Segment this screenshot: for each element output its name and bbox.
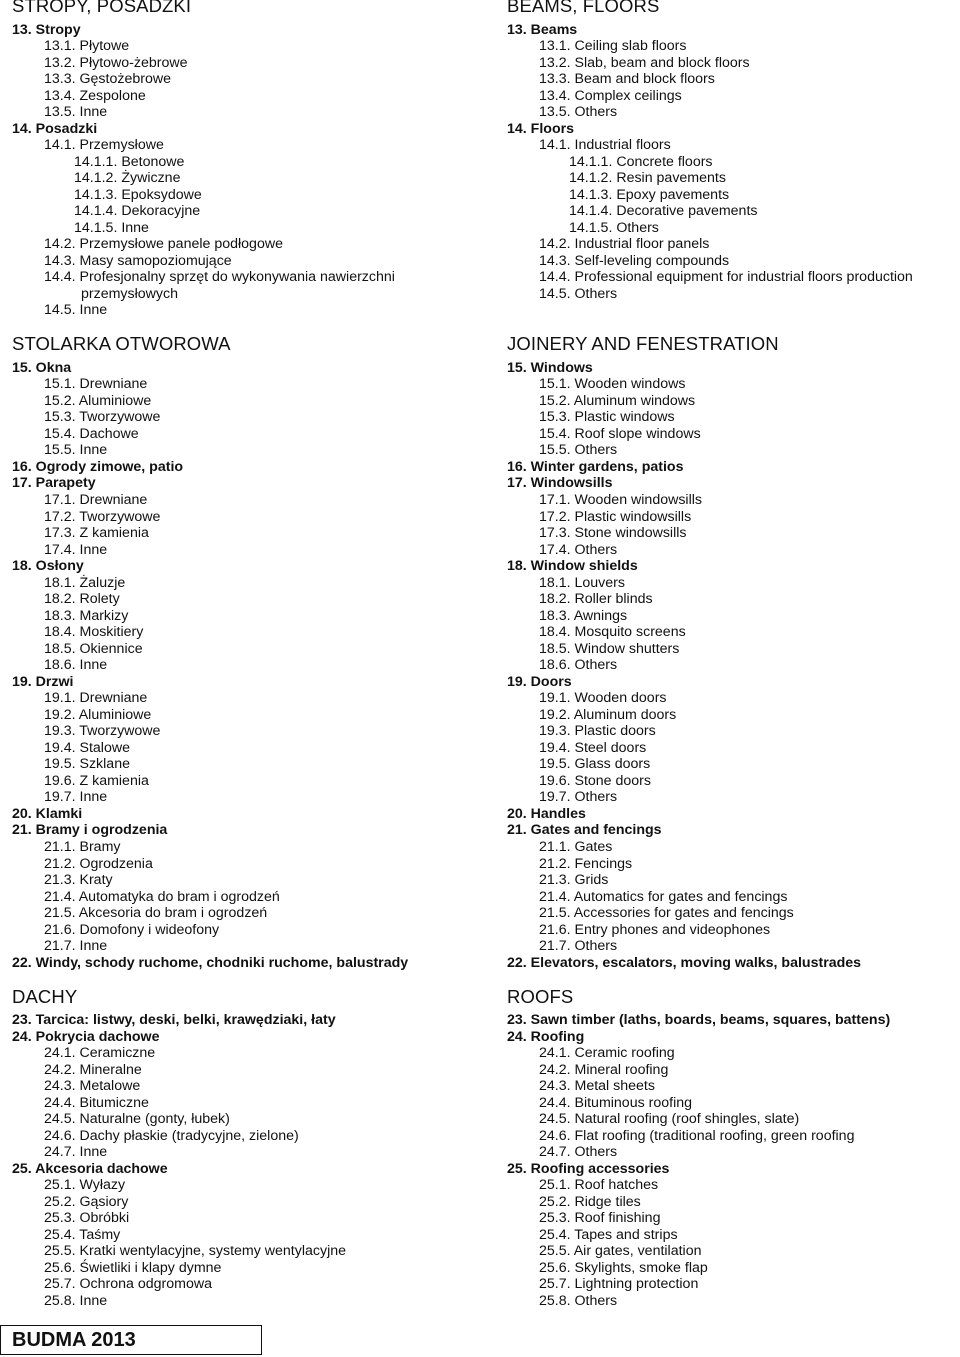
en-section-heading: ROOFS — [507, 986, 574, 1007]
pl-subcategory-item: 25.6. Świetliki i klapy dymne — [44, 1260, 222, 1276]
en-subcategory-item: 21.2. Fencings — [539, 856, 633, 872]
en-subcategory-item: 24.4. Bituminous roofing — [539, 1095, 693, 1111]
pl-subcategory-item: 18.1. Żaluzje — [44, 575, 126, 591]
pl-category-item: 16. Ogrody zimowe, patio — [12, 459, 184, 475]
pl-subcategory-item: 14.4. Profesjonalny sprzęt do wykonywania nawierzchni — [44, 269, 395, 285]
pl-subcategory-item: 14.1. Przemysłowe — [44, 137, 164, 153]
pl-subcategory-item: 13.2. Płytowo-żebrowe — [44, 55, 188, 71]
pl-category-item: 23. Tarcica: listwy, deski, belki, krawędziaki, łaty — [12, 1012, 336, 1028]
en-subcategory-item: 21.5. Accessories for gates and fencings — [539, 905, 794, 921]
en-subcategory-item: 25.7. Lightning protection — [539, 1276, 699, 1292]
pl-subcategory-item: 24.3. Metalowe — [44, 1078, 141, 1094]
en-subcategory-item: 19.3. Plastic doors — [539, 723, 656, 739]
pl-subcategory-item: 19.7. Inne — [44, 789, 108, 805]
pl-category-item: 19. Drzwi — [12, 674, 74, 690]
en-subcategory-item: 14.1. Industrial floors — [539, 137, 671, 153]
en-subcategory-item: 18.2. Roller blinds — [539, 591, 653, 607]
en-subcategory-item: 25.5. Air gates, ventilation — [539, 1243, 702, 1259]
en-subcategory-item: 19.6. Stone doors — [539, 773, 652, 789]
pl-subcategory-item: 19.1. Drewniane — [44, 690, 148, 706]
pl-subcategory-item: 18.3. Markizy — [44, 608, 129, 624]
pl-subcategory-item: 17.3. Z kamienia — [44, 525, 149, 541]
pl-subcategory-item: 19.6. Z kamienia — [44, 773, 149, 789]
pl-section-heading: STOLARKA OTWOROWA — [12, 333, 231, 354]
en-subcategory-item: 14.1.2. Resin pavements — [569, 170, 726, 186]
en-subcategory-item: 13.1. Ceiling slab floors — [539, 38, 687, 54]
en-subcategory-item: 15.3. Plastic windows — [539, 409, 675, 425]
pl-subcategory-item: 14.1.5. Inne — [74, 220, 149, 236]
en-subcategory-item: 14.1.5. Others — [569, 220, 659, 236]
en-subcategory-item: 18.6. Others — [539, 657, 618, 673]
en-category-item: 16. Winter gardens, patios — [507, 459, 684, 475]
pl-subcategory-item: 24.4. Bitumiczne — [44, 1095, 149, 1111]
en-subcategory-item: 19.7. Others — [539, 789, 618, 805]
en-subcategory-item: 19.4. Steel doors — [539, 740, 647, 756]
en-category-item: 13. Beams — [507, 22, 578, 38]
pl-subcategory-item: 19.2. Aluminiowe — [44, 707, 152, 723]
pl-subcategory-item: 25.4. Taśmy — [44, 1227, 121, 1243]
pl-category-item: 24. Pokrycia dachowe — [12, 1029, 160, 1045]
en-category-item: 17. Windowsills — [507, 475, 613, 491]
pl-section-heading: DACHY — [12, 986, 78, 1007]
pl-subcategory-item: 17.2. Tworzywowe — [44, 509, 161, 525]
en-category-item: 24. Roofing — [507, 1029, 585, 1045]
pl-subcategory-item: 14.1.2. Żywiczne — [74, 170, 181, 186]
pl-category-item: 15. Okna — [12, 360, 72, 376]
pl-subcategory-item: 14.1.1. Betonowe — [74, 154, 185, 170]
pl-subcategory-item: 25.2. Gąsiory — [44, 1194, 129, 1210]
en-category-item: 25. Roofing accessories — [507, 1161, 670, 1177]
en-subcategory-item: 25.3. Roof finishing — [539, 1210, 661, 1226]
pl-subcategory-item: 15.1. Drewniane — [44, 376, 148, 392]
en-subcategory-item: 18.1. Louvers — [539, 575, 625, 591]
en-category-item: 21. Gates and fencings — [507, 822, 662, 838]
pl-subcategory-item: 21.6. Domofony i wideofony — [44, 922, 220, 938]
en-subcategory-item: 21.3. Grids — [539, 872, 609, 888]
pl-subcategory-item: 19.4. Stalowe — [44, 740, 130, 756]
en-subcategory-item: 19.1. Wooden doors — [539, 690, 667, 706]
en-subcategory-item: 17.2. Plastic windowsills — [539, 509, 692, 525]
pl-subcategory-item: 14.1.4. Dekoracyjne — [74, 203, 201, 219]
pl-category-item: 20. Klamki — [12, 806, 83, 822]
pl-subcategory-item: 25.7. Ochrona odgromowa — [44, 1276, 212, 1292]
pl-subcategory-item: 13.5. Inne — [44, 104, 108, 120]
pl-subcategory-item: 14.5. Inne — [44, 302, 108, 318]
en-category-item: 20. Handles — [507, 806, 586, 822]
pl-subcategory-item: przemysłowych — [81, 286, 178, 302]
en-subcategory-item: 15.1. Wooden windows — [539, 376, 686, 392]
en-category-item: 18. Window shields — [507, 558, 638, 574]
en-subcategory-item: 14.2. Industrial floor panels — [539, 236, 710, 252]
footer-label: BUDMA 2013 — [0, 1325, 262, 1355]
en-subcategory-item: 24.1. Ceramic roofing — [539, 1045, 675, 1061]
pl-category-item: 13. Stropy — [12, 22, 81, 38]
en-subcategory-item: 18.5. Window shutters — [539, 641, 680, 657]
en-subcategory-item: 24.7. Others — [539, 1144, 618, 1160]
en-subcategory-item: 13.4. Complex ceilings — [539, 88, 682, 104]
pl-subcategory-item: 25.1. Wyłazy — [44, 1177, 126, 1193]
en-subcategory-item: 18.3. Awnings — [539, 608, 628, 624]
en-subcategory-item: 21.7. Others — [539, 938, 618, 954]
pl-subcategory-item: 21.5. Akcesoria do bram i ogrodzeń — [44, 905, 268, 921]
pl-subcategory-item: 13.1. Płytowe — [44, 38, 130, 54]
en-subcategory-item: 14.1.1. Concrete floors — [569, 154, 713, 170]
pl-subcategory-item: 21.4. Automatyka do bram i ogrodzeń — [44, 889, 280, 905]
pl-subcategory-item: 15.2. Aluminiowe — [44, 393, 152, 409]
pl-subcategory-item: 15.3. Tworzywowe — [44, 409, 161, 425]
en-subcategory-item: 19.5. Glass doors — [539, 756, 651, 772]
pl-subcategory-item: 19.3. Tworzywowe — [44, 723, 161, 739]
en-subcategory-item: 21.6. Entry phones and videophones — [539, 922, 771, 938]
en-category-item: 23. Sawn timber (laths, boards, beams, squares, battens) — [507, 1012, 891, 1028]
pl-section-heading: STROPY, POSADZKI — [12, 0, 192, 16]
pl-category-item: 14. Posadzki — [12, 121, 98, 137]
en-subcategory-item: 25.8. Others — [539, 1293, 618, 1309]
pl-category-item: 22. Windy, schody ruchome, chodniki ruchome, balustrady — [12, 955, 409, 971]
en-category-item: 19. Doors — [507, 674, 572, 690]
pl-category-item: 25. Akcesoria dachowe — [12, 1161, 168, 1177]
en-subcategory-item: 13.2. Slab, beam and block floors — [539, 55, 750, 71]
en-subcategory-item: 17.1. Wooden windowsills — [539, 492, 702, 508]
en-subcategory-item: 13.3. Beam and block floors — [539, 71, 715, 87]
en-category-item: 14. Floors — [507, 121, 575, 137]
pl-subcategory-item: 21.1. Bramy — [44, 839, 121, 855]
en-category-item: 15. Windows — [507, 360, 593, 376]
pl-subcategory-item: 25.5. Kratki wentylacyjne, systemy wentylacyjne — [44, 1243, 347, 1259]
en-subcategory-item: 21.4. Automatics for gates and fencings — [539, 889, 788, 905]
en-subcategory-item: 15.2. Aluminum windows — [539, 393, 696, 409]
en-subcategory-item: 25.4. Tapes and strips — [539, 1227, 678, 1243]
en-subcategory-item: 15.5. Others — [539, 442, 618, 458]
pl-subcategory-item: 13.4. Zespolone — [44, 88, 146, 104]
pl-subcategory-item: 13.3. Gęstożebrowe — [44, 71, 171, 87]
pl-subcategory-item: 15.4. Dachowe — [44, 426, 139, 442]
pl-subcategory-item: 24.2. Mineralne — [44, 1062, 142, 1078]
en-subcategory-item: 24.6. Flat roofing (traditional roofing, green roofing — [539, 1128, 855, 1144]
en-subcategory-item: 14.5. Others — [539, 286, 618, 302]
en-subcategory-item: 24.5. Natural roofing (roof shingles, slate) — [539, 1111, 800, 1127]
pl-subcategory-item: 18.2. Rolety — [44, 591, 120, 607]
pl-subcategory-item: 21.3. Kraty — [44, 872, 113, 888]
pl-category-item: 21. Bramy i ogrodzenia — [12, 822, 168, 838]
en-subcategory-item: 25.1. Roof hatches — [539, 1177, 659, 1193]
pl-subcategory-item: 18.6. Inne — [44, 657, 108, 673]
pl-subcategory-item: 24.6. Dachy płaskie (tradycyjne, zielone) — [44, 1128, 299, 1144]
pl-subcategory-item: 24.7. Inne — [44, 1144, 108, 1160]
pl-subcategory-item: 17.1. Drewniane — [44, 492, 148, 508]
pl-subcategory-item: 24.5. Naturalne (gonty, łubek) — [44, 1111, 230, 1127]
pl-subcategory-item: 18.5. Okiennice — [44, 641, 143, 657]
pl-subcategory-item: 24.1. Ceramiczne — [44, 1045, 156, 1061]
pl-subcategory-item: 15.5. Inne — [44, 442, 108, 458]
pl-category-item: 17. Parapety — [12, 475, 96, 491]
en-subcategory-item: 14.4. Professional equipment for industrial floors production — [539, 269, 913, 285]
en-category-item: 22. Elevators, escalators, moving walks, balustrades — [507, 955, 862, 971]
pl-subcategory-item: 25.3. Obróbki — [44, 1210, 130, 1226]
en-section-heading: BEAMS, FLOORS — [507, 0, 660, 16]
pl-subcategory-item: 21.7. Inne — [44, 938, 108, 954]
en-subcategory-item: 17.4. Others — [539, 542, 618, 558]
en-section-heading: JOINERY AND FENESTRATION — [507, 333, 779, 354]
pl-subcategory-item: 14.1.3. Epoksydowe — [74, 187, 202, 203]
pl-subcategory-item: 17.4. Inne — [44, 542, 108, 558]
en-subcategory-item: 24.2. Mineral roofing — [539, 1062, 669, 1078]
en-subcategory-item: 13.5. Others — [539, 104, 618, 120]
pl-subcategory-item: 25.8. Inne — [44, 1293, 108, 1309]
en-subcategory-item: 24.3. Metal sheets — [539, 1078, 655, 1094]
en-subcategory-item: 21.1. Gates — [539, 839, 613, 855]
en-subcategory-item: 25.2. Ridge tiles — [539, 1194, 641, 1210]
pl-subcategory-item: 14.2. Przemysłowe panele podłogowe — [44, 236, 283, 252]
pl-subcategory-item: 18.4. Moskitiery — [44, 624, 144, 640]
pl-subcategory-item: 21.2. Ogrodzenia — [44, 856, 153, 872]
pl-category-item: 18. Osłony — [12, 558, 84, 574]
en-subcategory-item: 14.1.3. Epoxy pavements — [569, 187, 730, 203]
pl-subcategory-item: 14.3. Masy samopoziomujące — [44, 253, 232, 269]
en-subcategory-item: 14.1.4. Decorative pavements — [569, 203, 758, 219]
en-subcategory-item: 17.3. Stone windowsills — [539, 525, 687, 541]
en-subcategory-item: 19.2. Aluminum doors — [539, 707, 677, 723]
en-subcategory-item: 14.3. Self-leveling compounds — [539, 253, 730, 269]
en-subcategory-item: 18.4. Mosquito screens — [539, 624, 686, 640]
en-subcategory-item: 15.4. Roof slope windows — [539, 426, 701, 442]
pl-subcategory-item: 19.5. Szklane — [44, 756, 130, 772]
en-subcategory-item: 25.6. Skylights, smoke flap — [539, 1260, 708, 1276]
